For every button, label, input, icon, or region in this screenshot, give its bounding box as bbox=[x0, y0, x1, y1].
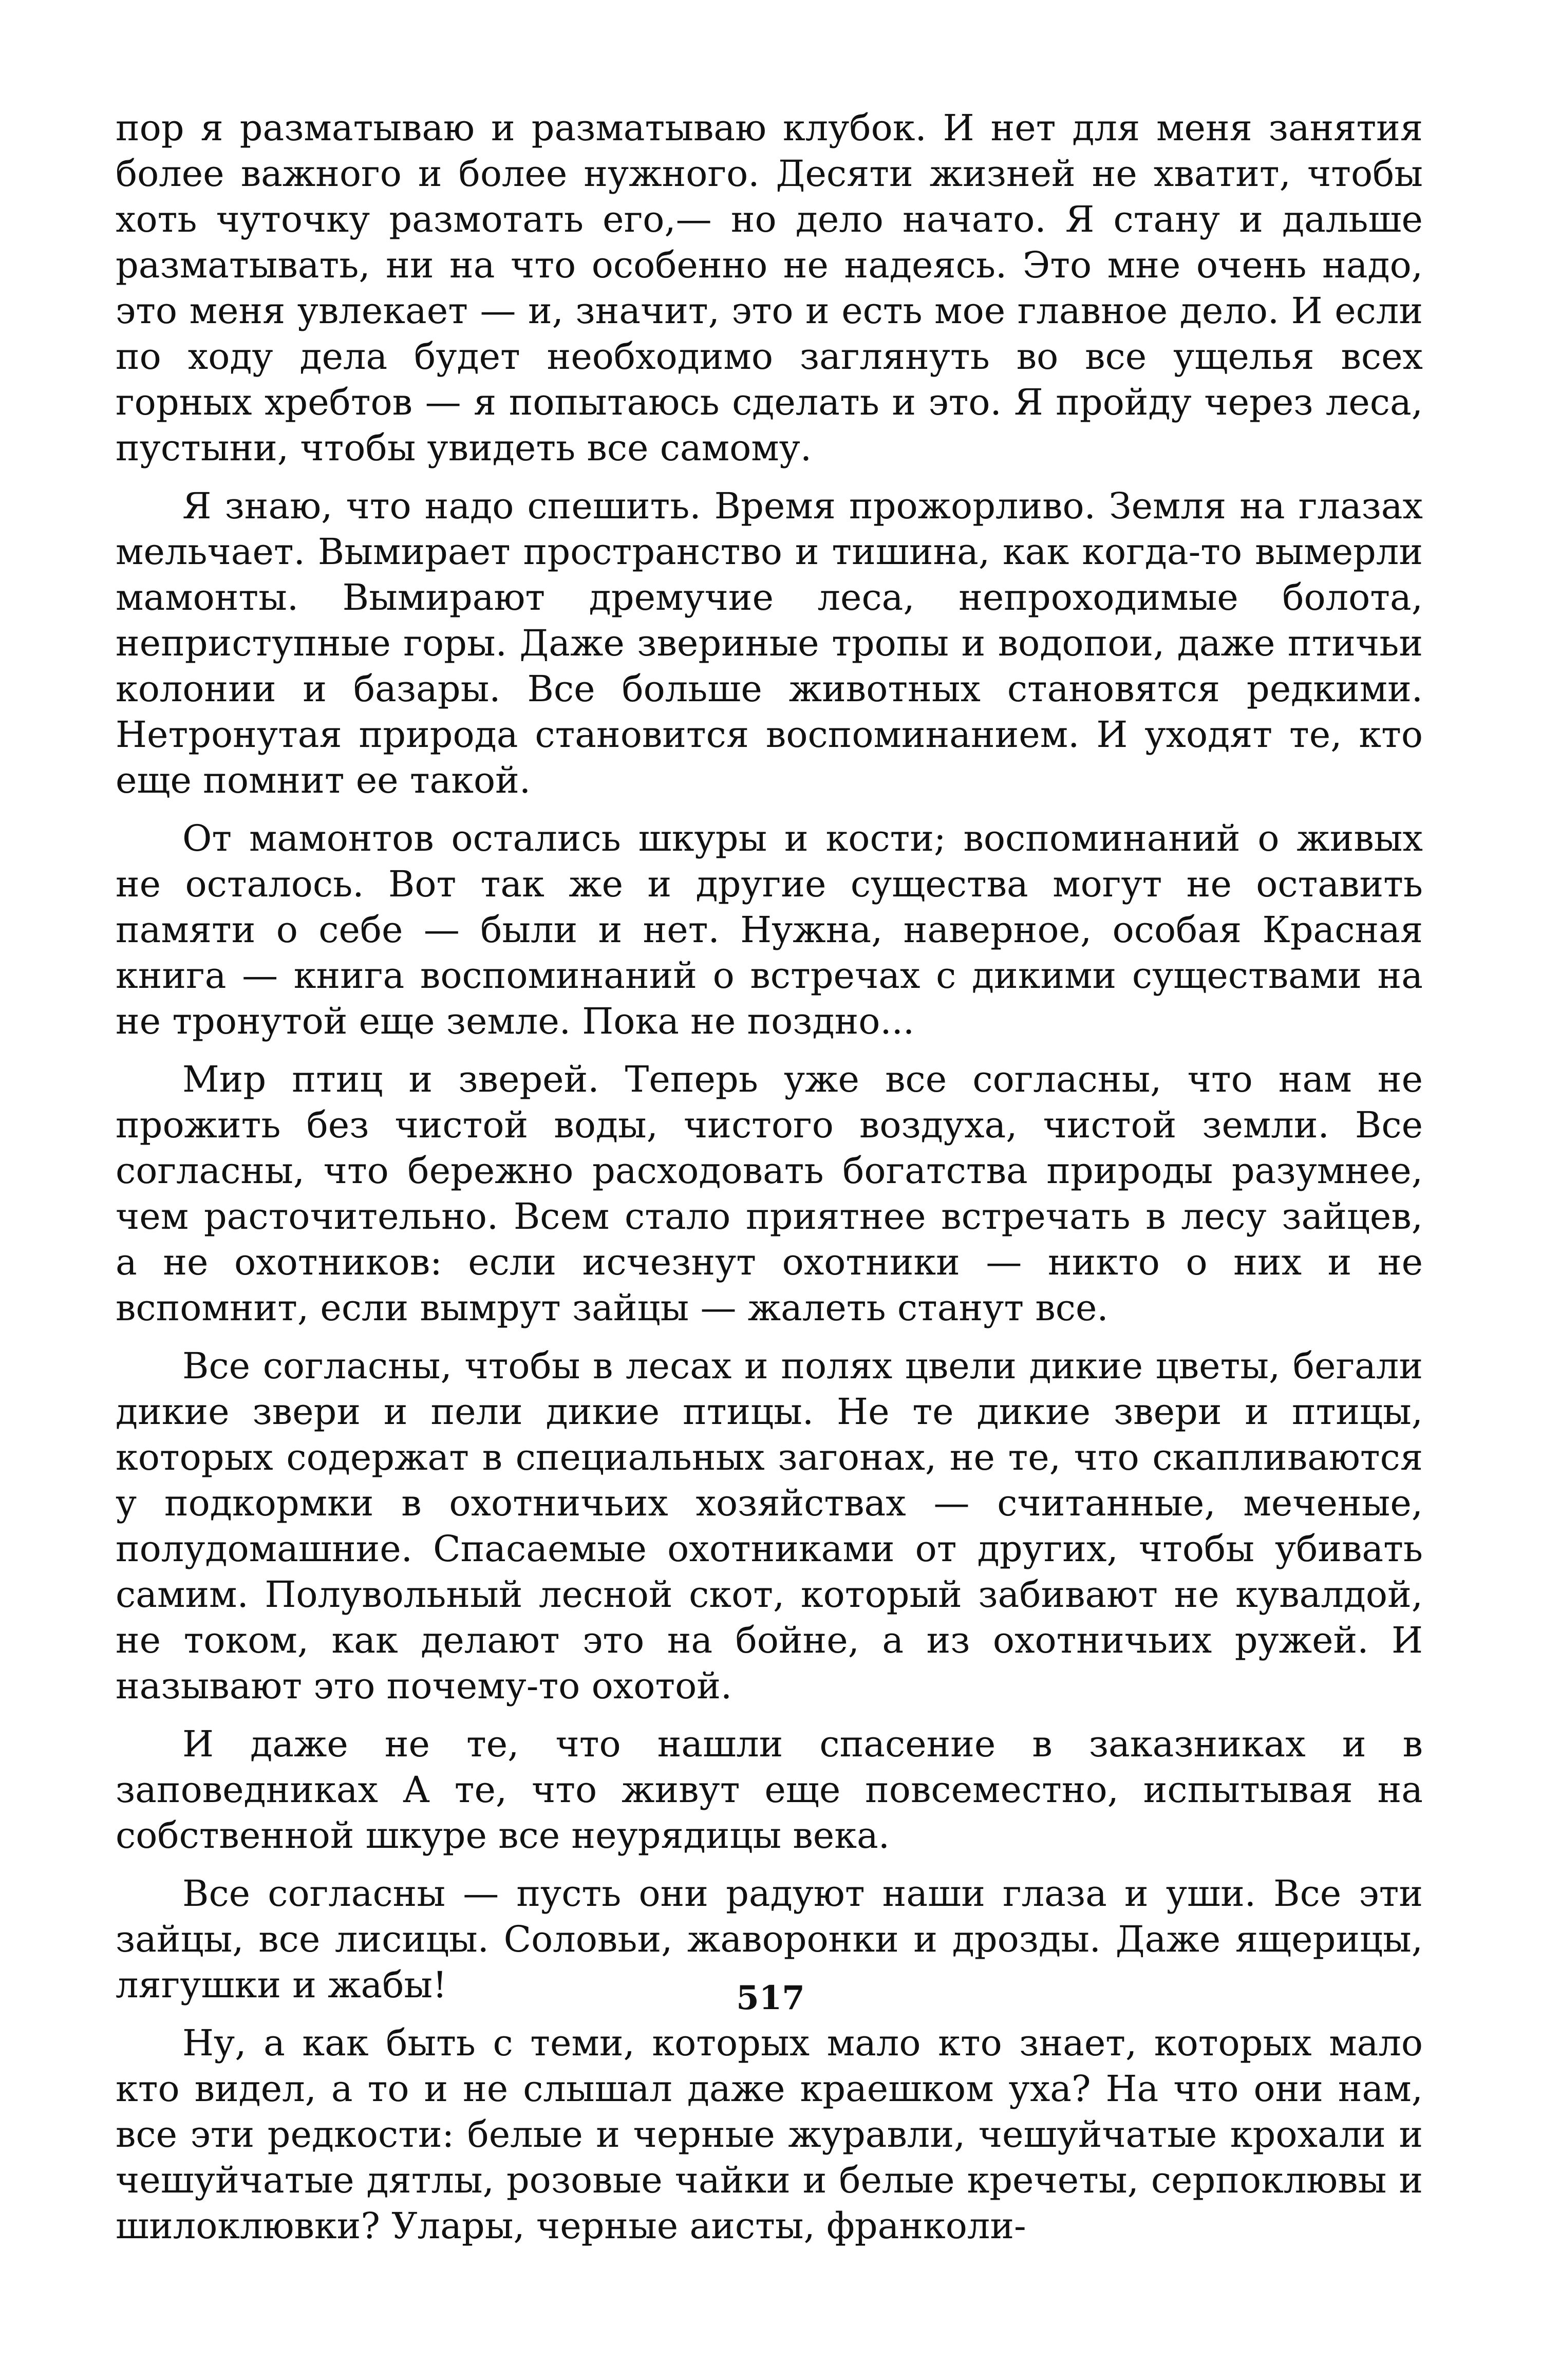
paragraph-1: пор я разматываю и разматываю клубок. И нет для меня занятия более важного и более нужного. Десяти жизней не хватит, чтобы хоть чуточку размотать его,— но дело начато. Я стану и дальше разматывать, ни на что особенно не надеясь. Это мне очень надо, это меня увлекает — и, значит, это и есть мое главное дело. И если по ходу дела будет необходимо заглянуть во все ущелья всех горных хребтов — я попытаюсь сделать и это. Я пройду через леса, пустыни, чтобы увидеть все самому. bbox=[116, 107, 1423, 469]
page-body bbox=[116, 105, 1423, 2261]
paragraph-8: Ну, а как быть с теми, которых мало кто знает, которых мало кто видел, а то и не слышал даже краешком уха? На что они нам, все эти редкости: белые и черные журавли, чешуйчатые крохали и чешуйчатые дятлы, розовые чайки и белые кречеты, серпоклювы и шилоклювки? Улары, черные аисты, франколи- bbox=[116, 2022, 1423, 2247]
page-number: 517 bbox=[736, 1979, 805, 2017]
paragraph-5: Все согласны, чтобы в лесах и полях цвели дикие цветы, бегали дикие звери и пели дикие птицы. Не те дикие звери и птицы, которых содержат в специальных загонах, не те, что скапливаются у подкормки в охотничьих хозяйствах — считанные, меченые, полудомашние. Спасаемые охотниками от других, чтобы убивать самим. Полувольный лесной скот, который забивают не кувалдой, не током, как делают это на бойне, а из охотничьих ружей. И называют это почему-то охотой. bbox=[116, 1345, 1423, 1707]
paragraph-2: Я знаю, что надо спешить. Время прожорливо. Земля на глазах мельчает. Вымирает пространство и тишина, как когда-то вымерли мамонты. Вымирают дремучие леса, непроходимые болота, неприступные горы. Даже звериные тропы и водопои, даже птичьи колонии и базары. Все больше животных становятся редкими. Нетронутая природа становится воспоминанием. И уходят те, кто еще помнит ее такой. bbox=[116, 485, 1423, 801]
paragraph-7: Все согласны — пусть они радуют наши глаза и уши. Все эти зайцы, все лисицы. Соловьи, жаворонки и дрозды. Даже ящерицы, лягушки и жабы! bbox=[116, 1872, 1423, 2006]
paragraph-6: И даже не те, что нашли спасение в заказниках и в заповедниках А те, что живут еще повсеместно, испытывая на собственной шкуре все неурядицы века. bbox=[116, 1723, 1423, 1857]
paragraph-4: Мир птиц и зверей. Теперь уже все согласны, что нам не прожить без чистой воды, чистого воздуха, чистой земли. Все согласны, что бережно расходовать богатства природы разумнее, чем расточительно. Всем стало приятнее встречать в лесу зайцев, а не охотников: если исчезнут охотники — никто о них и не вспомнит, если вымрут зайцы — жалеть станут все. bbox=[116, 1058, 1423, 1329]
paragraph-3: От мамонтов остались шкуры и кости; воспоминаний о живых не осталось. Вот так же и другие существа могут не оставить памяти о себе — были и нет. Нужна, наверное, особая Красная книга — книга воспоминаний о встречах с дикими существами на не тронутой еще земле. Пока не поздно... bbox=[116, 817, 1423, 1042]
text-column bbox=[116, 105, 1423, 2249]
